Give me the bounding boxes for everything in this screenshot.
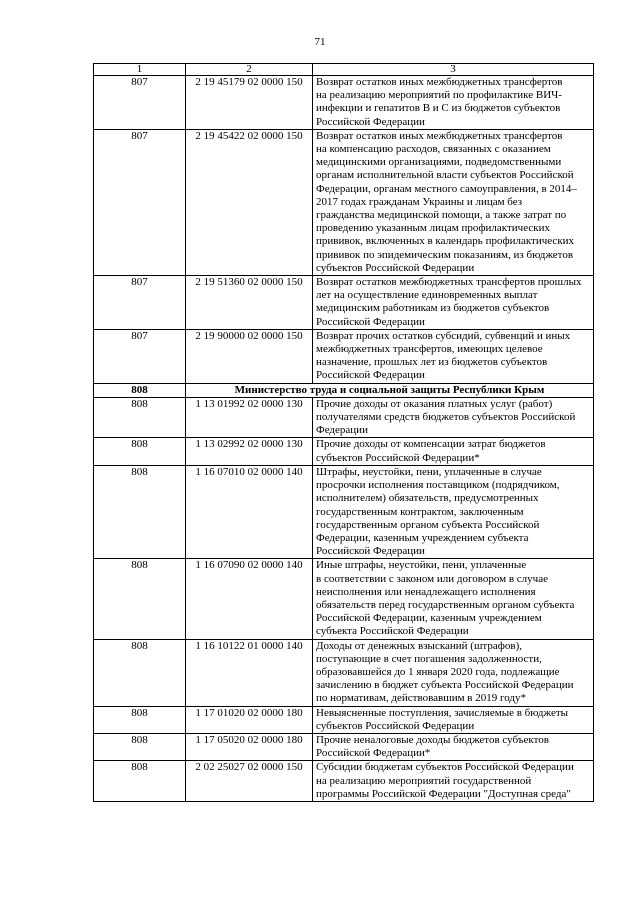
description-line: проведению указанным лицам профилактических	[316, 222, 550, 235]
table-row	[94, 76, 594, 130]
description-line: зачислению в бюджет субъекта Российской Федерации	[316, 679, 574, 692]
description-line: Прочие неналоговые доходы бюджетов субъектов	[316, 733, 549, 746]
admin-code-cell: 807	[94, 76, 186, 130]
budget-code-cell: 1 16 07090 02 0000 140	[186, 559, 313, 639]
description-line: субъектов Российской Федерации*	[316, 451, 480, 464]
table-row	[94, 761, 594, 802]
admin-code-cell: 808	[94, 465, 186, 558]
budget-code-cell: 1 16 07010 02 0000 140	[186, 465, 313, 558]
description-line: Доходы от денежных взысканий (штрафов),	[316, 639, 522, 652]
description-line: прививок по эпидемическим показаниям, из бюджетов	[316, 248, 574, 261]
table-row	[94, 276, 594, 330]
table-row	[94, 733, 594, 760]
description-line: Возврат остатков иных межбюджетных трансфертов	[316, 129, 563, 142]
description-line: органам исполнительной власти субъектов Российской	[316, 169, 574, 182]
description-line: субъекта Российской Федерации	[316, 625, 469, 638]
description-cell	[313, 639, 594, 706]
budget-code-cell: 2 19 51360 02 0000 150	[186, 276, 313, 330]
table-body	[94, 64, 594, 802]
table-row	[94, 706, 594, 733]
description-line: Прочие доходы от компенсации затрат бюджетов	[316, 438, 546, 451]
description-line: субъектов Российской Федерации	[316, 261, 475, 274]
table-row	[94, 129, 594, 275]
description-line: Российской Федерации	[316, 369, 425, 382]
description-line: Возврат прочих остатков субсидий, субвенций и иных	[316, 329, 571, 342]
budget-code-cell: 2 19 90000 02 0000 150	[186, 329, 313, 383]
description-line: Иные штрафы, неустойки, пени, уплаченные	[316, 559, 527, 572]
description-cell	[313, 76, 594, 130]
description-line: межбюджетных трансфертов, имеющих целевое	[316, 343, 543, 356]
admin-code-cell: 808	[94, 733, 186, 760]
description-cell	[313, 761, 594, 802]
budget-code-cell: 2 19 45179 02 0000 150	[186, 76, 313, 130]
description-line: прививок, включенных в календарь профилактических	[316, 235, 575, 248]
description-cell	[313, 397, 594, 438]
description-line: Невыясненные поступления, зачисляемые в бюджеты	[316, 706, 569, 719]
description-cell	[313, 733, 594, 760]
description-line: инфекции и гепатитов В и С из бюджетов субъектов	[316, 102, 561, 115]
budget-code-cell: 2 19 45422 02 0000 150	[186, 129, 313, 275]
budget-code-cell: 2 02 25027 02 0000 150	[186, 761, 313, 802]
description-line: 2017 годах гражданам Украины и лицам без	[316, 195, 523, 208]
description-line: Российской Федерации	[316, 315, 425, 328]
description-line: исполнителем) обязательств, предусмотренных	[316, 492, 539, 505]
description-cell	[313, 329, 594, 383]
page-number: 71	[314, 36, 326, 48]
description-line: Федерации, органам местного самоуправления, в 2014–	[316, 182, 577, 195]
budget-code-cell: 1 16 10122 01 0000 140	[186, 639, 313, 706]
description-line: на реализацию мероприятий государственной	[316, 774, 532, 787]
description-line: обязательств перед государственным органом субъекта	[316, 598, 575, 611]
budget-code-cell: 1 17 05020 02 0000 180	[186, 733, 313, 760]
admin-code-cell: 807	[94, 329, 186, 383]
admin-code-cell: 808	[94, 761, 186, 802]
description-line: Российской Федерации	[316, 545, 425, 558]
description-line: государственным органом субъекта Российской	[316, 518, 540, 531]
column-header-3: 3	[313, 64, 594, 76]
description-line: Прочие доходы от оказания платных услуг (работ)	[316, 397, 553, 410]
admin-code-cell: 807	[94, 276, 186, 330]
table-row	[94, 438, 594, 465]
admin-code-cell: 808	[94, 559, 186, 639]
section-code-cell: 808	[94, 383, 186, 397]
column-header-1: 1	[94, 64, 186, 76]
description-cell	[313, 129, 594, 275]
section-heading-row	[94, 383, 594, 397]
description-line: гражданства медицинской помощи, а также затрат по	[316, 209, 567, 222]
description-cell	[313, 438, 594, 465]
description-line: Штрафы, неустойки, пени, уплаченные в случае	[316, 465, 542, 478]
budget-code-cell: 1 13 02992 02 0000 130	[186, 438, 313, 465]
description-line: Российской Федерации	[316, 115, 425, 128]
description-line: на реализацию мероприятий по профилактике ВИЧ-	[316, 89, 562, 102]
description-line: Возврат остатков иных межбюджетных трансфертов	[316, 76, 563, 88]
admin-code-cell: 808	[94, 639, 186, 706]
revenue-classification-table	[93, 63, 594, 802]
description-line: неисполнения или ненадлежащего исполнения	[316, 585, 536, 598]
description-line: Возврат остатков межбюджетных трансфертов прошлых	[316, 276, 582, 289]
table-row	[94, 329, 594, 383]
description-line: лет на осуществление единовременных выплат	[316, 289, 538, 302]
admin-code-cell: 807	[94, 129, 186, 275]
section-title-cell: Министерство труда и социальной защиты Республики Крым	[186, 383, 594, 397]
description-cell	[313, 276, 594, 330]
description-line: медицинскими организациями, подведомственными	[316, 156, 562, 169]
description-line: медицинским работникам из бюджетов субъектов	[316, 302, 550, 315]
description-line: Российской Федерации*	[316, 747, 431, 760]
description-line: Российской Федерации, казенным учреждением	[316, 612, 542, 625]
description-line: образовавшейся до 1 января 2020 года, подлежащие	[316, 665, 560, 678]
description-cell	[313, 706, 594, 733]
description-line: назначение, прошлых лет из бюджетов субъектов	[316, 356, 548, 369]
description-line: Федерации, казенным учреждением субъекта	[316, 531, 529, 544]
table-row	[94, 465, 594, 558]
description-cell	[313, 559, 594, 639]
description-line: просрочки исполнения поставщиком (подрядчиком,	[316, 479, 560, 492]
description-line: государственным контрактом, заключенным	[316, 505, 524, 518]
budget-code-cell: 1 17 01020 02 0000 180	[186, 706, 313, 733]
budget-code-cell: 1 13 01992 02 0000 130	[186, 397, 313, 438]
description-line: на компенсацию расходов, связанных с оказанием	[316, 143, 551, 156]
description-line: получателями средств бюджетов субъектов Российской	[316, 411, 576, 424]
description-line: в соответствии с законом или договором в случае	[316, 572, 548, 585]
description-line: Субсидии бюджетам субъектов Российской Федерации	[316, 761, 574, 774]
table-header-row	[94, 64, 594, 76]
description-line: поступающие в счет погашения задолженности,	[316, 652, 542, 665]
description-line: программы Российской Федерации "Доступная среда"	[316, 787, 571, 800]
description-cell	[313, 465, 594, 558]
column-header-2: 2	[186, 64, 313, 76]
description-line: Федерации	[316, 424, 368, 437]
admin-code-cell: 808	[94, 706, 186, 733]
table-row	[94, 397, 594, 438]
table-row	[94, 639, 594, 706]
description-line: субъектов Российской Федерации	[316, 719, 475, 732]
description-line: по нормативам, действовавшим в 2019 году*	[316, 692, 527, 705]
admin-code-cell: 808	[94, 438, 186, 465]
table-row	[94, 559, 594, 639]
admin-code-cell: 808	[94, 397, 186, 438]
